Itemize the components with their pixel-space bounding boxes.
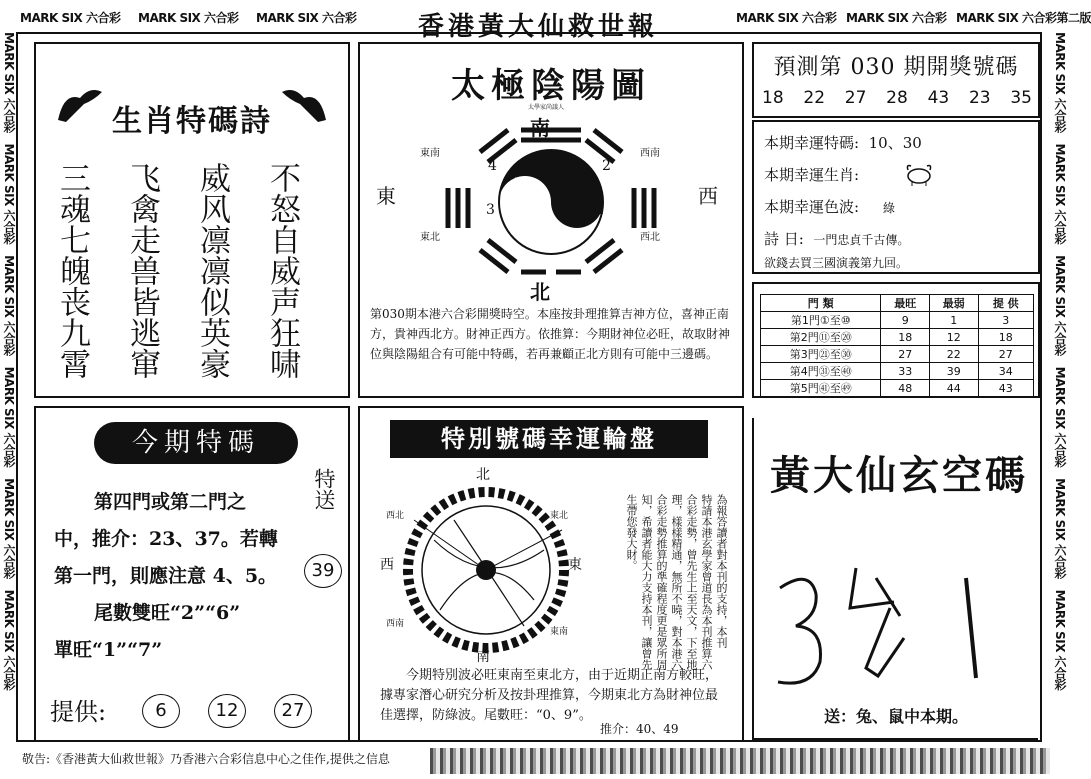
lucky-color-row: 本期幸運色波: 綠 — [764, 198, 895, 216]
prediction-number: 27 — [844, 88, 867, 108]
brand-label: MARK SIX 六合彩 MARK SIX 六合彩 MARK SIX 六合彩 MARK SIX 六合彩 MARK SIX 六合彩 MARK SIX 六合彩 — [2, 32, 16, 691]
wheel-side-column: 理，樣樣精通，無所不曉，對本港六 — [670, 494, 683, 670]
door-header: 最旺 — [881, 295, 930, 312]
wheel-recommend: 推介：40、49 — [600, 722, 679, 736]
wheel-side-column: 為報答讀者對本刊的支持，本刊 — [715, 494, 728, 648]
prediction-number: 35 — [1010, 88, 1032, 108]
prediction-number: 22 — [803, 88, 826, 108]
huangdaxian-title: 黃大仙玄空碼 — [770, 452, 1028, 499]
lucky-poem-row: 詩 日: 一門忠貞千古傳。 — [764, 230, 910, 248]
taiji-north-label: 北 — [530, 280, 550, 304]
brand-label: MARK SIX 六合彩 — [846, 11, 947, 25]
lucky-color-value: 綠 — [882, 201, 895, 215]
taiji-corner-label: 西北 — [640, 232, 660, 243]
wheel-dir-label: 東南 — [550, 627, 569, 637]
lucky-zodiac-row: 本期幸運生肖: — [764, 166, 860, 184]
taiji-number: 7 — [514, 176, 523, 192]
poem-title: 生肖特碼詩 — [112, 104, 272, 139]
wheel-dir-label: 西南 — [386, 619, 405, 629]
wheel-box — [358, 406, 744, 742]
special-line: 第一門，則應注意 4、5。 — [54, 565, 278, 587]
edition-label: 第二版 — [1056, 11, 1091, 25]
taiji-corner-label: 東南 — [420, 148, 440, 159]
wheel-dir-label: 東北 — [550, 511, 569, 521]
taiji-diagram — [418, 100, 684, 300]
door-header: 門 類 — [761, 295, 881, 312]
taiji-number: 2 — [602, 158, 611, 174]
taiji-box — [358, 42, 744, 398]
special-code-pill: 今期特碼 — [94, 422, 298, 464]
wheel-dir-label: 西北 — [386, 511, 405, 521]
provide-label: 提供: — [50, 698, 107, 726]
brand-label: MARK SIX 六合彩 — [20, 11, 121, 25]
poem-column: 不怒自威声狂啸 — [264, 162, 300, 379]
brand-strip-right — [1038, 32, 1080, 738]
prediction-number: 43 — [927, 88, 950, 108]
brand-label: MARK SIX 六合彩 — [138, 11, 239, 25]
prediction-title: 預測第 030 期開獎號碼 — [773, 55, 1019, 80]
huangdaxian-box — [752, 418, 1038, 740]
door-header: 最弱 — [929, 295, 978, 312]
table-row: 第2門⑪至⑳ 18 12 18 — [761, 329, 1034, 346]
poem-column: 飞禽走兽皆逃窜 — [124, 162, 160, 379]
poem-column: 威风凛凛似英豪 — [194, 162, 230, 379]
prediction-number: 28 — [886, 88, 908, 108]
lucky-box — [752, 120, 1040, 274]
table-row: 第1門①至⑩ 9 1 3 — [761, 312, 1034, 329]
wheel-side-column: 合彩走勢，曾先生上至天文，下至地 — [685, 494, 698, 670]
brand-label: MARK SIX 六合彩 — [256, 11, 357, 25]
special-line: 尾數雙旺“2”“6” — [94, 602, 241, 624]
taiji-south-label: 南 — [530, 116, 550, 140]
provide-number: 27 — [274, 694, 312, 728]
taiji-number: 0 — [563, 184, 572, 200]
wheel-side-column: 生帶您發大財。 — [625, 494, 638, 571]
prediction-numbers — [762, 88, 1032, 108]
wheel-side-column: 特請本港玄學家曾道長為本刊推算六 — [700, 494, 713, 670]
wheel-dir-label: 西 — [380, 557, 394, 573]
special-line: 單旺“1”“7” — [54, 639, 163, 661]
wheel-dir-label: 南 — [476, 649, 490, 665]
taiji-corner-label: 西南 — [640, 148, 660, 159]
provide-number: 6 — [142, 694, 180, 728]
wheel-dir-label: 北 — [476, 467, 490, 483]
huangdaxian-send: 送：兔、鼠中本期。 — [823, 707, 968, 726]
taiji-description: 第030期本港六合彩開獎時空。本座按卦理推算吉神方位，喜神正南方，貴神西北方。財神正西方。依推算：今期財神位必旺，故取財神位與陰陽組合有可能中特碼，若再兼顧正北方則有可能中三邊碼。 — [370, 307, 731, 361]
prediction-number: 23 — [968, 88, 991, 108]
door-table-box — [752, 282, 1040, 398]
brand-strip-left — [0, 32, 16, 738]
special-line: 中，推介：23、37。若轉 — [54, 528, 278, 550]
special-code-box — [34, 406, 350, 742]
taiji-west-label: 西 — [698, 184, 718, 208]
wheel-side-column: 合彩走勢推算的準確程度更是眾所周 — [655, 494, 668, 670]
zodiac-poem-box — [34, 42, 350, 398]
masthead-title: 香港黃大仙救世報 — [417, 12, 658, 42]
taiji-title: 太極陰陽圖 — [451, 66, 651, 106]
special-line: 第四門或第二門之 — [94, 491, 247, 513]
taiji-corner-label: 東北 — [420, 232, 440, 243]
door-table — [760, 294, 1034, 397]
table-row: 第5門㊶至㊾ 48 44 43 — [761, 380, 1034, 397]
lucky-special-value: 10、30 — [868, 134, 922, 152]
send-label: 特送 — [312, 468, 336, 510]
door-header: 提 供 — [978, 295, 1033, 312]
footer-notice: 敬告:《香港黃大仙救世報》乃香港六合彩信息中心之佳作,提供之信息 — [22, 752, 390, 766]
brand-label: MARK SIX 六合彩 — [736, 11, 837, 25]
handwritten-code-drawing — [770, 558, 1010, 708]
ox-icon — [904, 162, 934, 186]
provide-number: 12 — [208, 694, 246, 728]
prediction-number: 18 — [762, 88, 784, 108]
wheel-side-column: 知，希讀者能大力支持本刊，讓曾先 — [640, 494, 653, 670]
footer-bar — [0, 744, 1080, 779]
brand-label-with-edition: MARK SIX 六合彩第二版 — [956, 11, 1091, 25]
taiji-number: 1 — [596, 202, 605, 218]
wheel-description: 今期特別波必旺東南至東北方，由于近期正南方較旺，據專家潛心研究分析及按卦理推算，今期東北方為財神位最佳選擇，防綠波。尾數旺：“0、9”。 — [380, 668, 719, 723]
lucky-special-row: 本期幸運特碼: 10、30 — [764, 134, 922, 152]
prediction-box — [752, 42, 1040, 118]
taiji-number: 4 — [488, 158, 497, 174]
table-row: 第3門㉑至㉚ 27 22 27 — [761, 346, 1034, 363]
table-row: 第4門㉛至㊵ 33 39 34 — [761, 363, 1034, 380]
wheel-title: 特別號碼幸運輪盤 — [390, 420, 708, 458]
taiji-number: 3 — [486, 202, 495, 218]
poem-column: 三魂七魄丧九霄 — [54, 162, 90, 379]
taiji-east-label: 東 — [376, 184, 396, 208]
lucky-riddle: 欲錢去買三國演義第九回。 — [764, 256, 909, 270]
send-number: 39 — [304, 554, 342, 588]
taiji-small-label: 太學家尚議人 — [528, 104, 565, 111]
footer-smudge — [430, 748, 1050, 774]
brand-label: MARK SIX 六合彩 MARK SIX 六合彩 MARK SIX 六合彩 MARK SIX 六合彩 MARK SIX 六合彩 MARK SIX 六合彩 — [1053, 32, 1067, 691]
wheel-dir-label: 東 — [568, 557, 582, 573]
